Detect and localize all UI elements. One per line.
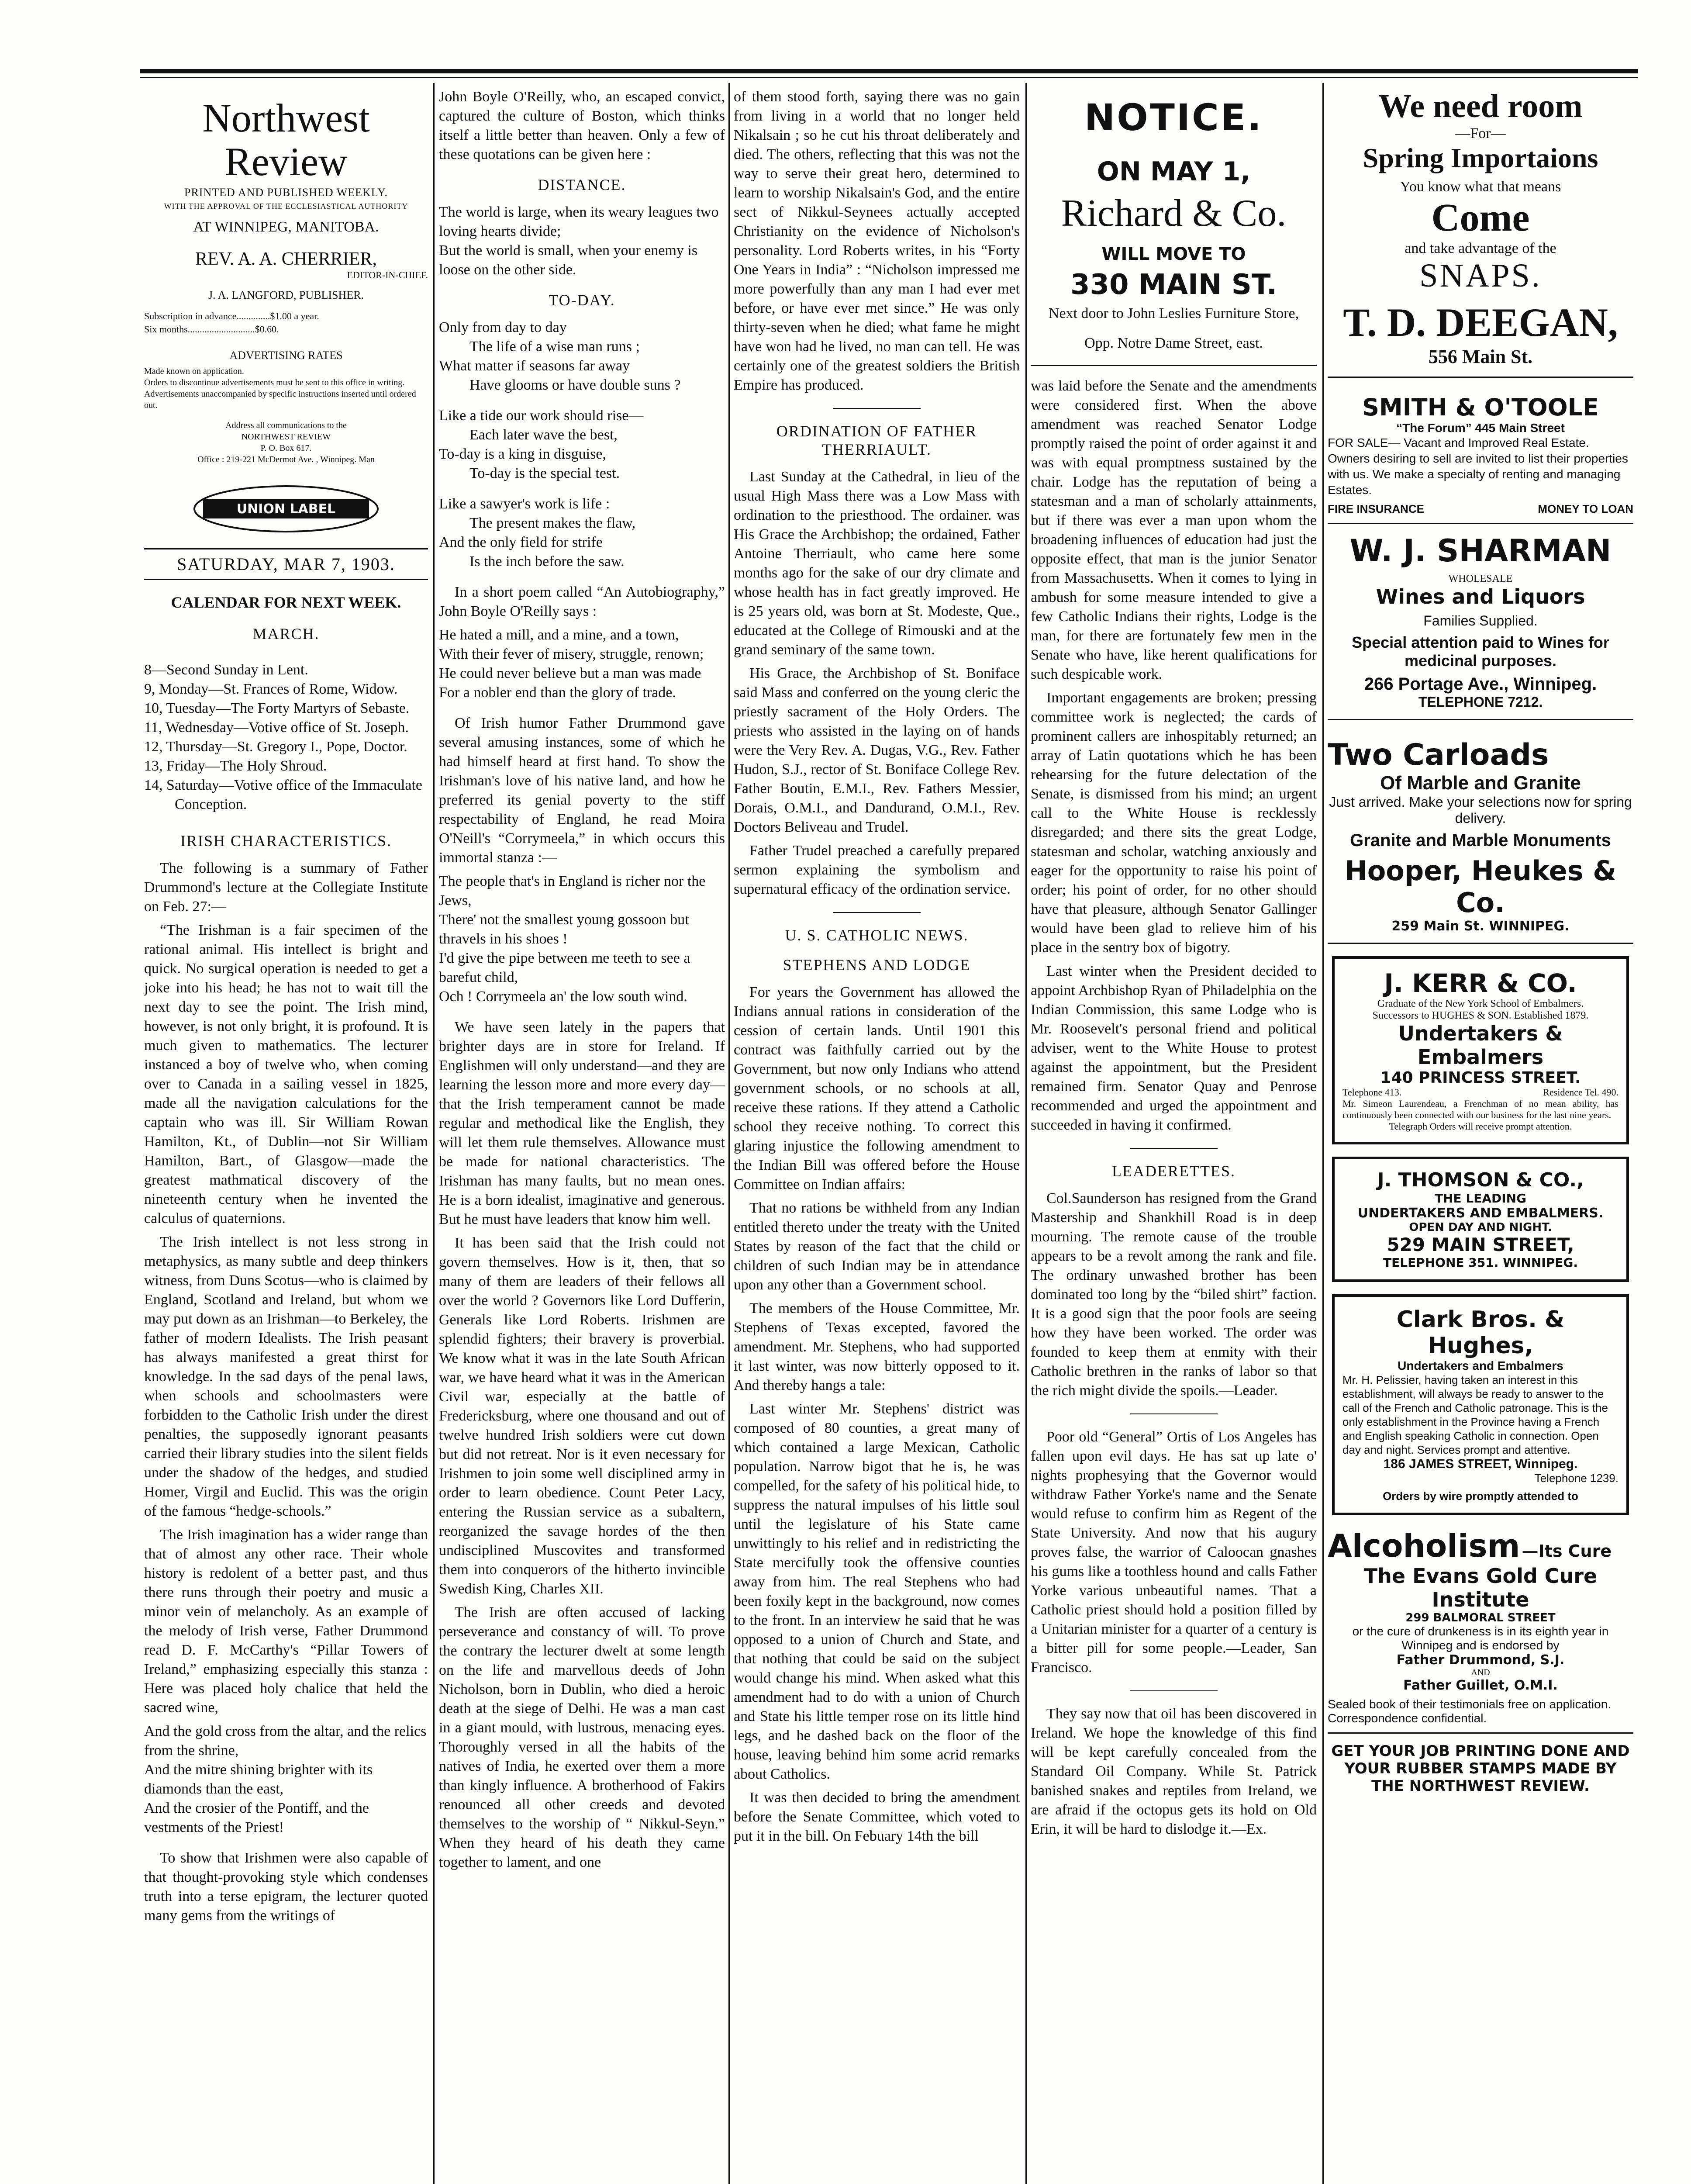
poem-line: Is the inch before the saw. (469, 553, 625, 570)
notice-richard-ad (1031, 87, 1317, 366)
article-paragraph: It has been said that the Irish could not govern themselves. How is it, then, that so many of them are leaders of their fellows all over the world ? Governors like Lord Dufferin, Generals like Lord Roberts. Irishmen are splendid fighters; their bravery is proverbial. We know what it was in the late South African war, we have heard what it was in the American Civil war, especially at the battle of Fredericksburg, where one thousand and out of twelve hundred Irish soldiers were cut down but did not retreat. Nor is it even necessary for Irishmen to join some well disciplined army in order to learn obedience. Count Peter Lacy, entering the Russian service as a subaltern, reorganized the savage hordes of the then undisciplined Muscovites and transformed them into conquerors of the hitherto invincible Swedish King, Charles XII. (439, 1235, 725, 1597)
two-carloads: Two Carloads (1328, 738, 1549, 772)
snaps: SNAPS. (1419, 257, 1542, 294)
publisher-line: J. A. LANGFORD, PUBLISHER. (208, 289, 364, 301)
article-paragraph: The Irish are often accused of lacking perseverance and constancy of will. To prove the contrary the lecturer dwelt at some length on the life and marvellous deeds of John Nicholson, born in Dublin, who died a heroic death at the siege of Delhi. He was a man cast in a giant mould, with lustrous, menacing eyes. Thoroughly versed in all the habits of the natives of India, he exerted over them a more than kingly influence. A brotherhood of Fakirs renounced all other creeds and devoted themselves to the worship of “ Nikkul-Seyn.” When they heard of his death they came together to lament, and one (439, 1604, 725, 1870)
evans-ad (1328, 1527, 1633, 1734)
smith-otoole-ad (1328, 387, 1633, 524)
kerr-undertakers: Undertakers & Embalmers (1398, 1022, 1563, 1069)
subscription-advance: Subscription in advance..............$1.00 a year. (144, 311, 319, 321)
thomson-ad (1332, 1157, 1629, 1282)
article-paragraph: Last Sunday at the Cathedral, in lieu of the usual High Mass there was a Low Mass with ordination to the priesthood. The ordainer. was His Grace the Archbishop; the ordained, Father Antoine Therriault, who came here some months ago for the sake of our dry climate and whose health has in fact greatly improved. He is 25 years old, was born at St. Modeste, Que., educated at the College of Rimouski and at the grand seminary of the same town. (734, 469, 1020, 658)
article-separator (1130, 1148, 1218, 1149)
poem-line: What matter if seasons far away (439, 358, 630, 374)
poem-line: He hated a mill, and a mine, and a town, (439, 627, 679, 643)
evans-body: or the cure of drunkeness is in its eighth year in Winnipeg and is endorsed by (1352, 1624, 1609, 1652)
printed-line: PRINTED AND PUBLISHED WEEKLY. (184, 186, 388, 199)
calendar-month: MARCH. (252, 625, 320, 643)
sharman-ad (1328, 524, 1633, 720)
poem-line: Only from day to day (439, 319, 567, 335)
article-paragraph: Of Irish humor Father Drummond gave several amusing instances, some of which he had himself heard at first hand. To show the Irishman's love of his native land, and how he preferred its genial poverty to the stiff respectability of England, he read Moira O'Neill's “Corrymeela,” in which occurs this immortal stanza :— (439, 715, 725, 866)
address-line-4: Office : 219-221 McDermot Ave. , Winnipeg. Man (197, 455, 375, 464)
article-paragraph: The following is a summary of Father Drummond's lecture at the Collegiate Institute on Feb. 27:— (144, 860, 428, 915)
article-paragraph: Father Trudel preached a carefully prepared sermon explaining the symbolism and supernatural efficacy of the ordination service. (734, 843, 1020, 897)
editor-name: REV. A. A. CHERRIER, (195, 249, 377, 269)
sharman-telephone: TELEPHONE 7212. (1418, 694, 1543, 710)
union-label-emblem (190, 483, 382, 535)
evans-address: 299 BALMORAL STREET (1405, 1611, 1556, 1624)
poem-line: The present makes the flaw, (469, 515, 636, 531)
sharman-wines: Wines and Liquors (1376, 585, 1585, 608)
evans-father-guillet: Father Guillet, O.M.I. (1403, 1678, 1558, 1693)
article-paragraph: They say now that oil has been discovered in Ireland. We hope the knowledge of this find will be kept carefully concealed from the Standard Oil Company. While St. Patrick banished snakes and reptiles from Ireland, we are afraid if the octopus gets its hold on Old Erin, it will be hard to dislodge it.—Ex. (1031, 1706, 1317, 1837)
calendar-item: 13, Friday—The Holy Shroud. (144, 758, 327, 774)
hooper-ad (1328, 729, 1633, 944)
subscription-six-months: Six months............................$0.60. (144, 324, 279, 335)
thomson-undertakers: UNDERTAKERS AND EMBALMERS. (1357, 1206, 1604, 1221)
kerr-body: Mr. Simeon Laurendeau, a Frenchman of no mean ability, has continuously been connected with our business for the last nine years. (1342, 1098, 1619, 1120)
poem-stanza (439, 203, 725, 280)
article-paragraph: of them stood forth, saying there was no gain from living in a world that no longer held Nikalsain ; so he cut his throat deliberately and died. The others, reflecting that this was not the way to serve their great hero, determined to learn to worship Nikalsain's God, and the entire sect of Nikkul-Seynees actually accepted Christianity on the evidence of Nicholson's personality. Lord Roberts writes, in his “Forty One Years in India” : “Nicholson impressed me more powerfully than any man I had ever met before, or have ever met since.” He was only thirty-seven when he died; what fame he might have won had he lived, no man can tell. He was certainly one of the greatest soldiers the British Empire has produced. (734, 89, 1020, 393)
column-rule-1 (433, 83, 435, 2184)
thomson-leading: THE LEADING (1434, 1191, 1527, 1206)
kerr-telegraph: Telegraph Orders will receive prompt attention. (1389, 1121, 1572, 1132)
smith-footer (1328, 502, 1633, 516)
kerr-graduate: Graduate of the New York School of Embalmers. (1377, 998, 1584, 1009)
article-separator (833, 408, 921, 409)
notice-address: 330 MAIN ST. (1070, 269, 1277, 301)
column-2 (439, 87, 725, 2184)
calendar-list (144, 660, 428, 814)
newspaper-name: Northwest Review (202, 96, 370, 184)
top-rule-thick (140, 69, 1638, 73)
article-paragraph: The Irish intellect is not less strong in metaphysics, as many subtle and deep thinkers witness, from Duns Scotus—who is claimed by England, Scotland and Ireland, but whom we may put down as an Irishman—to Berkeley, the father of modern Idealists. The Irish peasant has always manifested a great thirst for knowledge. In the sad days of the penal laws, when schools and schoolmasters were forbidden to the Catholic Irish under the direst penalties, the supposedly ignorant peasants carried their library studies into the silent fields under the shadow of the hedges, and studied Homer, Virgil and Euclid. This was the origin of the famous “hedge-schools.” (144, 1234, 428, 1519)
notice-firm: Richard & Co. (1061, 192, 1287, 235)
poem-stanza (439, 318, 725, 395)
editor-role: EDITOR-IN-CHIEF. (347, 270, 428, 280)
clark-ad (1332, 1294, 1629, 1515)
article-paragraph: Last winter when the President decided to appoint Archbishop Ryan of Philadelphia on the Indian Commission, this same Lodge who is Mr. Roosevelt's personal friend and political adviser, went to the White House to protest against the appointment, but the President remained firm. Senator Quay and Penrose recommended and urged the appointment and succeeded in having it confirmed. (1031, 963, 1317, 1133)
article-paragraph: “The Irishman is a fair specimen of the rational animal. His intellect is bright and quick. No surgical operation is needed to get a joke into his head; he has not to wait till the next day to see the point. The Irish mind, however, is not only bright, it is profound. It is much given to mathematics. The lecturer instanced a boy of twelve who, when coming over to Canada in a sailing vessel in 1825, made all the navigation calculations for the captain who was ill. Sir William Rowan Hamilton, Kt., of Dublin—not Sir William Hamilton, Bart., of Glasgow—made the greatest mathmatical discovery of the nineteenth century when he invented the calculus of quaternions. (144, 922, 428, 1227)
calendar-item: 10, Tuesday—The Forty Martyrs of Sebaste. (144, 700, 410, 716)
kerr-name: J. KERR & CO. (1384, 968, 1577, 998)
hooper-name: Hooper, Heukes & Co. (1344, 855, 1617, 919)
article-separator (1130, 1690, 1218, 1691)
poem-line: With their fever of misery, struggle, renown; (439, 646, 704, 662)
for-line: —For— (1455, 125, 1506, 142)
notice-next-door: Next door to John Leslies Furniture Store, (1048, 305, 1299, 321)
poem-line: To-day is a king in disguise, (439, 446, 606, 462)
come: Come (1431, 196, 1530, 239)
approval-line: WITH THE APPROVAL OF THE ECCLESIASTICAL AUTHORITY (164, 202, 408, 211)
advertising-note-2: Orders to discontinue advertisements must be sent to this office in writing. (144, 378, 405, 387)
sharman-address: 266 Portage Ave., Winnipeg. (1364, 674, 1597, 694)
address-line-2: NORTHWEST REVIEW (241, 432, 331, 442)
column-5-advertisements (1328, 87, 1633, 2184)
poem-line: Have glooms or have double suns ? (469, 377, 681, 393)
column-rule-4 (1322, 83, 1324, 2184)
masthead (144, 96, 428, 580)
marble-body: Just arrived. Make your selections now for spring delivery. (1329, 794, 1632, 826)
article-paragraph: In a short poem called “An Autobiography,” John Boyle O'Reilly says : (439, 584, 725, 619)
calendar-item: 8—Second Sunday in Lent. (144, 662, 308, 678)
notice-title: NOTICE. (1084, 96, 1263, 139)
article-paragraph: The members of the House Committee, Mr. Stephens of Texas excepted, favored the amendment. Mr. Stephens, who had supported it last winter, was now bitterly opposed to it. And thereby hangs a tale: (734, 1300, 1020, 1393)
kerr-tel: Telephone 413. (1342, 1087, 1402, 1098)
deegan-ad (1328, 87, 1633, 378)
poem-line: Each later wave the best, (469, 427, 618, 443)
article-paragraph: was laid before the Senate and the amendments were considered first. When the above amendment was reached Senator Lodge promptly raised the point of order against it and was with equal promptness sustained by the chair. Lodge has the reputation of being a statesman and a man of scholarly attainments, but if there was ever a man upon whom the broadening influences of education had just the opposite effect, that man is the junior Senator from Massachusetts. When it comes to lying in ambush for some measure intended to give a few Catholic Indians their rights, Lodge is the man, for there are fortunately few men in the Senate who have, like herent qualifications for such despicable work. (1031, 378, 1317, 682)
evans-and: AND (1471, 1668, 1490, 1677)
alcoholism-line (1328, 1527, 1633, 1564)
calendar-item: 14, Saturday—Votive office of the Immaculate Conception. (144, 777, 423, 812)
poem-line: And the mitre shining brighter with its diamonds than the east, (144, 1762, 373, 1797)
article-paragraph: For years the Government has allowed the Indians annual rations in consideration of the cession of certain lands. Until 1901 this contract was faithfully carried out by the Government, but now only Indians who attend government schools, or no schools at all, receive these rations. If they attend a Catholic school they receive nothing. To correct this glaring injustice the following amendment to the Indian Bill was offered before the House Committee on Indian affairs: (734, 984, 1020, 1192)
thomson-open: OPEN DAY AND NIGHT. (1409, 1221, 1552, 1234)
union-label-text: UNION LABEL (236, 501, 336, 517)
kerr-phones (1342, 1087, 1619, 1098)
address-line-1: Address all communications to the (225, 421, 347, 430)
monuments: Granite and Marble Monuments (1350, 831, 1611, 850)
ordination-heading: ORDINATION OF FATHER THERRIAULT. (776, 422, 977, 458)
article-paragraph: To show that Irishmen were also capable of that thought-provoking style which condenses truth into a terse epigram, the lecturer quoted many gems from the writings of (144, 1850, 428, 1924)
deegan-name: T. D. DEEGAN, (1343, 300, 1618, 345)
smith-body: FOR SALE— Vacant and Improved Real Estate. Owners desiring to sell are invited to list their properties with us. We make a specialty of renting and managing Estates. (1328, 436, 1628, 497)
advertising-rates-heading: ADVERTISING RATES (229, 349, 343, 362)
stephens-lodge-heading: STEPHENS AND LODGE (783, 956, 971, 974)
poem-title-distance: DISTANCE. (538, 176, 626, 194)
poem-line: Och ! Corrymeela an' the low south wind. (439, 988, 687, 1005)
calendar-item: 9, Monday—St. Frances of Rome, Widow. (144, 681, 398, 697)
clark-address: 186 JAMES STREET, Winnipeg. (1383, 1457, 1578, 1471)
poem-title-today: TO-DAY. (549, 291, 615, 309)
irish-characteristics-heading: IRISH CHARACTERISTICS. (180, 832, 392, 850)
advertising-note-1: Made known on application. (144, 366, 244, 376)
poem-line: To-day is the special test. (469, 465, 620, 481)
poem-stanza (144, 1722, 428, 1837)
smith-fire: FIRE INSURANCE (1328, 502, 1425, 515)
poem-line: There' not the smallest young gossoon but thravels in his shoes ! (439, 912, 689, 947)
us-catholic-news-heading: U. S. CATHOLIC NEWS. (785, 926, 969, 944)
article-paragraph: The Irish imagination has a wider range than that of almost any other race. Their whole history is redolent of a better past, and thus there runs through their poetry and music a minor vein of melancholy. As an example of the melody of Irish verse, Father Drummond read D. F. McCarthy's “Pillar Towers of Ireland,” emphasizing especially this stanza : Here was placed holy chalice that held the sacred wine, (144, 1527, 428, 1716)
smith-forum: “The Forum” 445 Main Street (1396, 421, 1565, 435)
poem-line: But the world is small, when your enemy is loose on the other side. (439, 242, 698, 278)
calendar-item: 12, Thursday—St. Gregory I., Pope, Doctor. (144, 739, 407, 755)
notice-opposite: Opp. Notre Dame Street, east. (1084, 335, 1263, 351)
clark-wire: Orders by wire promptly attended to (1383, 1489, 1578, 1503)
thomson-address: 529 MAIN STREET, (1387, 1234, 1574, 1255)
poem-line: Like a tide our work should rise— (439, 408, 644, 424)
spring-importations: Spring Importaions (1363, 142, 1598, 173)
poem-line: The people that's in England is richer nor the Jews, (439, 873, 706, 909)
poem-stanza (439, 406, 725, 483)
hooper-address: 259 Main St. WINNIPEG. (1391, 919, 1570, 934)
smith-title: SMITH & O'TOOLE (1362, 394, 1599, 421)
column-rule-3 (1025, 83, 1027, 2184)
article-paragraph: Last winter Mr. Stephens' district was composed of 80 counties, a great many of which contained a large Mexican, Catholic population. Narrow bigot that he is, he was compelled, for the safety of his political hide, to suppress the natural impulses of his little soul until the legislature of his State came unwittingly to his relief and in redistricting the State mercifully took the offensive counties away from him. The real Stephens who had been foxily kept in the background, now comes to the front. In an interview he said that he was opposed to a union of Church and State, and that nothing that could be said on the subject would change his mind. When asked what this amendment had to do with a union of Church and State his little temper rose on its little hind legs, and he dashed back on the floor of the house, leaving behind him some acrid remarks about Catholics. (734, 1401, 1020, 1782)
article-paragraph: Poor old “General” Ortis of Los Angeles has fallen upon evil days. He has sat up late o' nights prophesying that the Governor would withdraw Father Yorke's name and the Senate would refuse to confirm him as Regent of the State University. And now that his augury proves false, the warrior of Caloocan gnashes his gums like a toothless hound and calls Father Yorke various unbeautiful names. That a Catholic priest should hold a position filled by a Unitarian minister for a quarter of a century is a bitter pill for some people.—Leader, San Francisco. (1031, 1429, 1317, 1676)
article-paragraph: It was then decided to bring the amendment before the Senate Committee, which voted to put it in the bill. On Febuary 14th the bill (734, 1790, 1020, 1844)
notice-will-move: WILL MOVE TO (1101, 244, 1246, 264)
evans-father-drummond: Father Drummond, S.J. (1396, 1652, 1565, 1668)
you-know: You know what that means (1400, 179, 1561, 195)
poem-stanza (439, 494, 725, 571)
thomson-telephone: TELEPHONE 351. WINNIPEG. (1383, 1255, 1578, 1270)
poem-line: For a nobler end than the glory of trade. (439, 684, 676, 701)
poem-line: And the gold cross from the altar, and the relics from the shrine, (144, 1723, 427, 1759)
poem-stanza (439, 872, 725, 1006)
evans-institute: The Evans Gold Cure Institute (1363, 1564, 1598, 1611)
kerr-residence-tel: Residence Tel. 490. (1543, 1087, 1619, 1098)
deegan-address: 556 Main St. (1428, 346, 1533, 367)
thomson-name: J. THOMSON & CO., (1377, 1169, 1584, 1191)
smith-money: MONEY TO LOAN (1538, 502, 1633, 515)
column-3 (734, 87, 1020, 2184)
column-1 (144, 87, 428, 2184)
we-need-room: We need room (1378, 88, 1583, 124)
article-paragraph: Col.Saunderson has resigned from the Grand Mastership and Shankhill Road is in deep mourning. The remote cause of the trouble appears to be a revolt among the rank and file. The ordinary unwashed brother has been dominated too long by the “biled shirt” faction. It is a good sign that the poor fools are seeing how they have been worked. The order was founded to keep them at enmity with their Catholic brethren in the ranks of labor so that the rich might divide the spoils.—Leader. (1031, 1190, 1317, 1399)
clark-name: Clark Bros. & Hughes, (1396, 1306, 1565, 1359)
kerr-ad (1332, 956, 1629, 1144)
sharman-special: Special attention paid to Wines for medicinal purposes. (1352, 633, 1609, 670)
column-rule-2 (728, 83, 730, 2184)
article-paragraph: Important engagements are broken; pressing committee work is neglected; the cards of prominent callers are inhospitably returned; an array of Latin quotations which he has been rehearsing for the future delectation of the Senate, is dismissed from his mind; an urgent call to the White House is recklessly disregarded; and there sits the great Lodge, statesman and scholar, watching anxiously and eager for the opportunity to raise his point of order; his point of order, for no other should have that pleasure, although Senator Gallinger would have been glad to relieve him of his place in the sentry box of bigotry. (1031, 690, 1317, 956)
advertising-note-3: Advertisements unaccompanied by specific instructions inserted until ordered out. (144, 389, 416, 410)
article-paragraph: His Grace, the Archbishop of St. Boniface said Mass and conferred on the young cleric the priestly sacrament of the Holy Orders. The priests who assisted in the laying on of hands were the Very Rev. A. Dugas, V.G., Rev. Father Hudon, S.J., rector of St. Boniface College Rev. Father Boutin, E.M.I., Rev. Fathers Messier, Dorais, O.M.I., and Dandurand, O.M.I., Rev. Doctors Beliveau and Trudel. (734, 665, 1020, 835)
job-printing-ad: GET YOUR JOB PRINTING DONE AND YOUR RUBBER STAMPS MADE BY THE NORTHWEST REVIEW. (1331, 1742, 1630, 1795)
calendar-heading: CALENDAR FOR NEXT WEEK. (171, 594, 401, 611)
issue-date: SATURDAY, MAR 7, 1903. (177, 554, 395, 574)
address-line-3: P. O. Box 617. (260, 443, 312, 453)
calendar-item: 11, Wednesday—Votive office of St. Joseph. (144, 719, 409, 736)
article-paragraph: We have seen lately in the papers that brighter days are in store for Ireland. If Englishmen will only understand—and they are learning the lesson more and more every day—that the Irish temperament cannot be made regular and methodical like the English, they will let them rule themselves. Allowance must be made for national characteristics. The Irishman has many faults, but no mean ones. He is a born idealist, imaginative and generous. But he must have leaders that know him well. (439, 1019, 725, 1227)
clark-telephone: Telephone 1239. (1534, 1472, 1619, 1485)
poem-line: The life of a wise man runs ; (469, 339, 640, 355)
sharman-families: Families Supplied. (1423, 613, 1538, 629)
article-separator (1130, 1413, 1218, 1414)
notice-date: ON MAY 1, (1097, 156, 1251, 187)
marble-granite: Of Marble and Granite (1380, 772, 1581, 794)
alcoholism: Alcoholism (1328, 1527, 1520, 1564)
top-rule-thin (140, 77, 1638, 78)
kerr-successors: Successors to HUGHES & SON. Established 1879. (1372, 1010, 1589, 1021)
poem-line: The world is large, when its weary leagues two loving hearts divide; (439, 204, 719, 239)
poem-line: And the only field for strife (439, 534, 603, 550)
its-cure: —Its Cure (1522, 1541, 1612, 1561)
sharman-wholesale: WHOLESALE (1448, 573, 1513, 584)
poem-line: He could never believe but a man was made (439, 665, 701, 681)
poem-stanza (439, 625, 725, 702)
evans-sealed: Sealed book of their testimonials free on application. Correspondence confidential. (1328, 1697, 1612, 1725)
article-paragraph: That no rations be withheld from any Indian entitled thereto under the treaty with the United States by reason of the fact that the child or children of such Indian may be in attendance upon any other than a Government school. (734, 1200, 1020, 1293)
place-line: AT WINNIPEG, MANITOBA. (193, 219, 379, 235)
column-4 (1031, 87, 1317, 2184)
poem-line: I'd give the pipe between me teeth to see a barefut child, (439, 950, 690, 985)
leaderettes-heading: LEADERETTES. (1112, 1162, 1235, 1180)
sharman-name: W. J. SHARMAN (1349, 533, 1612, 569)
kerr-address: 140 PRINCESS STREET. (1380, 1069, 1581, 1087)
clark-sub: Undertakers and Embalmers (1398, 1359, 1563, 1372)
article-separator (833, 912, 921, 913)
poem-line: And the crosier of the Pontiff, and the vestments of the Priest! (144, 1800, 369, 1835)
article-paragraph: John Boyle O'Reilly, who, an escaped convict, captured the culture of Boston, which thinks itself a little better than heaven. Only a few of these quotations can be given here : (439, 89, 725, 162)
take-advantage: and take advantage of the (1405, 240, 1556, 256)
poem-line: Like a sawyer's work is life : (439, 496, 610, 512)
clark-body: Mr. H. Pelissier, having taken an interest in this establishment, will always be ready to answer to the call of the French and Catholic patronage. This is the only establishment in the Province having a French and English speaking Catholic in connection. Open day and night. Services prompt and attentive. (1342, 1373, 1608, 1456)
